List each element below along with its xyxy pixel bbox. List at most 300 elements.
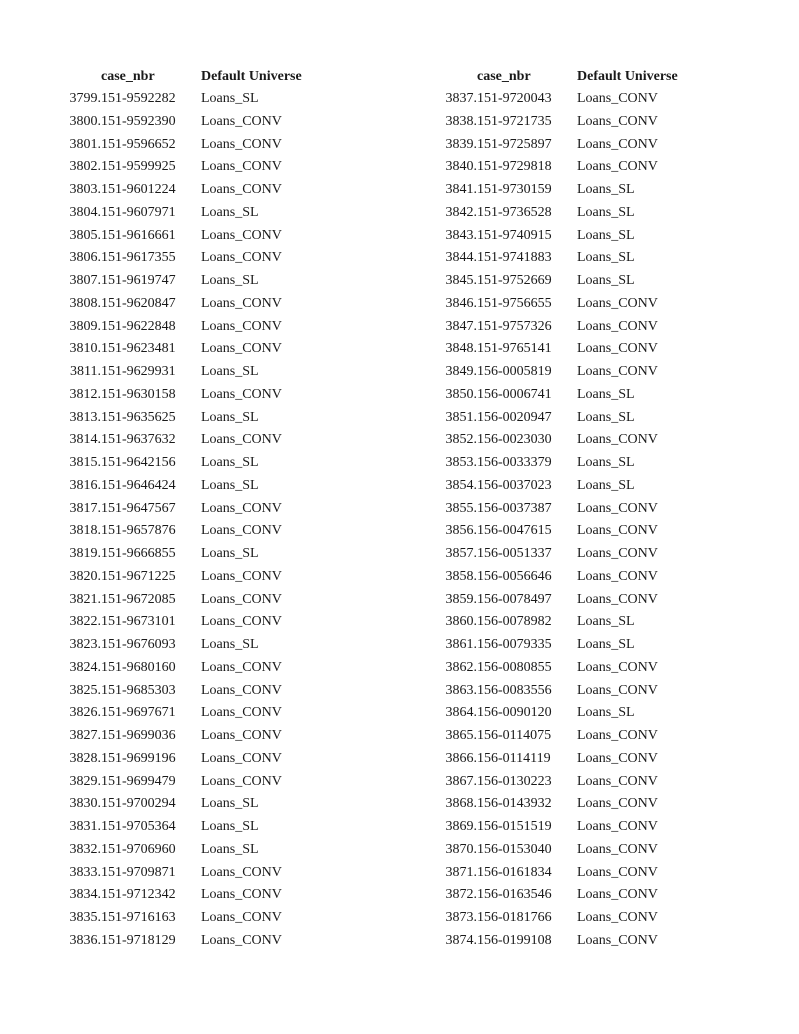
row-number: 3821. [69,591,101,607]
case-nbr-cell: 151-9680160 [101,659,176,675]
header-num [416,66,477,88]
table-row [416,452,727,475]
table-row [40,771,351,794]
universe-cell: Loans_CONV [577,932,658,948]
case-nbr-cell: 151-9705364 [101,819,176,834]
left-table-body [40,88,351,953]
row-number: 3805. [69,227,101,243]
row-number: 3802. [69,159,101,175]
row-number: 3815. [69,455,101,470]
universe-cell: Loans_CONV [577,591,658,607]
row-number: 3873. [445,910,477,925]
row-number: 3824. [69,659,101,675]
table-row [416,793,727,816]
universe-cell: Loans_SL [577,409,635,425]
table-row [416,748,727,771]
case-nbr-cell: 151-9592282 [101,91,176,106]
case-nbr-cell: 151-9716163 [101,910,176,925]
universe-cell: Loans_CONV [577,796,658,812]
universe-cell: Loans_CONV [201,568,282,584]
universe-cell: Loans_CONV [577,432,658,448]
universe-cell: Loans_CONV [577,546,658,561]
case-nbr-cell: 151-9630158 [101,386,176,402]
row-number: 3854. [445,477,477,493]
universe-cell: Loans_CONV [201,318,282,334]
table-row [416,725,727,748]
row-number: 3865. [445,728,477,743]
case-nbr-cell: 156-0023030 [477,432,552,448]
universe-cell: Loans_CONV [577,659,658,675]
case-nbr-cell: 156-0078497 [477,591,552,607]
table-row [416,384,727,407]
universe-cell: Loans_CONV [201,523,282,539]
table-row [40,111,351,134]
universe-cell: Loans_CONV [201,864,282,880]
table-row [40,907,351,930]
row-number: 3809. [69,318,101,334]
table-row [40,725,351,748]
universe-cell: Loans_CONV [201,159,282,175]
case-nbr-cell: 151-9685303 [101,682,176,698]
universe-cell: Loans_SL [201,796,259,812]
row-number: 3861. [445,637,477,652]
universe-cell: Loans_CONV [201,295,282,311]
row-number: 3822. [69,614,101,630]
row-number: 3857. [445,546,477,561]
universe-cell: Loans_SL [577,705,635,721]
row-number: 3848. [445,341,477,357]
case-nbr-cell: 151-9620847 [101,295,176,311]
row-number: 3840. [445,159,477,175]
case-nbr-cell: 156-0020947 [477,409,552,425]
table-row [40,202,351,225]
case-nbr-cell: 156-0153040 [477,841,552,857]
table-row [40,657,351,680]
table-row [416,930,727,953]
case-nbr-cell: 151-9622848 [101,318,176,334]
case-nbr-cell: 156-0161834 [477,864,552,880]
table-row [416,338,727,361]
universe-cell: Loans_SL [577,273,635,288]
row-number: 3858. [445,568,477,584]
case-nbr-cell: 151-9752669 [477,273,552,288]
universe-cell: Loans_CONV [201,614,282,630]
universe-cell: Loans_SL [577,250,635,266]
universe-cell: Loans_SL [577,455,635,470]
universe-cell: Loans_SL [201,819,259,834]
table-row [416,907,727,930]
row-number: 3862. [445,659,477,675]
case-nbr-cell: 151-9635625 [101,409,176,425]
case-nbr-cell: 151-9601224 [101,182,176,197]
table-row [416,407,727,430]
table-row [40,179,351,202]
row-number: 3806. [69,250,101,266]
header-case-nbr: case_nbr [477,69,531,84]
table-row [40,862,351,885]
table-row [40,134,351,157]
table-row [416,680,727,703]
universe-cell: Loans_SL [201,546,259,561]
row-number: 3844. [445,250,477,266]
row-number: 3872. [445,887,477,903]
table-row [416,361,727,384]
table-row [416,134,727,157]
table-row [40,498,351,521]
row-number: 3866. [445,750,477,766]
case-nbr-cell: 156-0151519 [477,819,552,834]
table-row [40,429,351,452]
row-number: 3855. [445,500,477,516]
row-number: 3847. [445,318,477,334]
case-nbr-cell: 151-9657876 [101,523,176,539]
universe-cell: Loans_CONV [577,364,658,379]
header-default-universe: Default Universe [577,69,678,84]
case-nbr-cell: 151-9699196 [101,750,176,766]
row-number: 3835. [69,910,101,925]
table-row [40,452,351,475]
table-row [416,429,727,452]
case-nbr-cell: 156-0005819 [477,364,552,379]
case-nbr-cell: 151-9729818 [477,159,552,175]
header-num [40,66,101,88]
case-nbr-cell: 151-9607971 [101,204,176,220]
universe-cell: Loans_CONV [577,887,658,903]
table-row [416,111,727,134]
table-row [416,202,727,225]
case-nbr-cell: 151-9671225 [101,568,176,584]
universe-cell: Loans_CONV [577,773,658,789]
row-number: 3810. [69,341,101,357]
row-number: 3874. [445,932,477,948]
case-nbr-cell: 156-0078982 [477,614,552,630]
table-row [416,316,727,339]
row-number: 3853. [445,455,477,470]
universe-cell: Loans_SL [201,477,259,493]
case-nbr-cell: 151-9617355 [101,250,176,266]
universe-cell: Loans_CONV [201,182,282,197]
row-number: 3868. [445,796,477,812]
row-number: 3834. [69,887,101,903]
universe-cell: Loans_CONV [201,432,282,448]
row-number: 3825. [69,682,101,698]
row-number: 3856. [445,523,477,539]
table-row [416,702,727,725]
case-nbr-cell: 156-0079335 [477,637,552,652]
case-nbr-cell: 156-0006741 [477,386,552,402]
row-number: 3838. [445,113,477,129]
case-nbr-cell: 151-9673101 [101,614,176,630]
row-number: 3829. [69,773,101,789]
universe-cell: Loans_SL [201,91,259,106]
case-nbr-cell: 156-0080855 [477,659,552,675]
universe-cell: Loans_CONV [577,318,658,334]
case-nbr-cell: 156-0037023 [477,477,552,493]
universe-cell: Loans_SL [201,841,259,857]
row-number: 3849. [445,364,477,379]
universe-cell: Loans_CONV [577,91,658,106]
row-number: 3846. [445,295,477,311]
row-number: 3808. [69,295,101,311]
case-nbr-cell: 156-0033379 [477,455,552,470]
universe-cell: Loans_SL [201,204,259,220]
universe-cell: Loans_SL [577,182,635,197]
table-row [40,702,351,725]
table-row [40,247,351,270]
universe-cell: Loans_CONV [201,250,282,266]
table-row [40,520,351,543]
case-nbr-cell: 151-9741883 [477,250,552,266]
universe-cell: Loans_CONV [577,841,658,857]
case-nbr-cell: 151-9676093 [101,637,176,652]
universe-cell: Loans_CONV [201,887,282,903]
universe-cell: Loans_SL [201,637,259,652]
universe-cell: Loans_SL [201,273,259,288]
case-nbr-cell: 151-9646424 [101,477,176,493]
universe-cell: Loans_CONV [577,113,658,129]
header-case-nbr: case_nbr [101,69,155,84]
universe-cell: Loans_CONV [577,295,658,311]
table-row [40,680,351,703]
row-number: 3820. [69,568,101,584]
universe-cell: Loans_CONV [201,591,282,607]
universe-cell: Loans_CONV [577,523,658,539]
right-table-body [416,88,727,953]
case-nbr-cell: 156-0037387 [477,500,552,516]
table-row [416,543,727,566]
case-nbr-cell: 151-9736528 [477,204,552,220]
row-number: 3823. [69,637,101,652]
table-row [40,293,351,316]
table-row [40,475,351,498]
header-default-universe: Default Universe [201,69,302,84]
universe-cell: Loans_CONV [201,341,282,357]
table-row [416,520,727,543]
universe-cell: Loans_SL [577,227,635,243]
case-nbr-cell: 151-9699036 [101,728,176,743]
table-row [40,589,351,612]
row-number: 3814. [69,432,101,448]
case-nbr-cell: 151-9730159 [477,182,552,197]
left-table-header [40,66,351,88]
table-row [416,566,727,589]
universe-cell: Loans_CONV [201,910,282,925]
universe-cell: Loans_CONV [577,568,658,584]
case-nbr-cell: 151-9712342 [101,887,176,903]
row-number: 3807. [69,273,101,288]
row-number: 3816. [69,477,101,493]
row-number: 3871. [445,864,477,880]
universe-cell: Loans_SL [201,409,259,425]
row-number: 3803. [69,182,101,197]
table-row [416,225,727,248]
case-nbr-cell: 151-9725897 [477,136,552,152]
case-nbr-cell: 151-9757326 [477,318,552,334]
table-row [40,88,351,111]
row-number: 3864. [445,705,477,721]
table-row [416,498,727,521]
row-number: 3827. [69,728,101,743]
row-number: 3851. [445,409,477,425]
row-number: 3870. [445,841,477,857]
row-number: 3860. [445,614,477,630]
row-number: 3828. [69,750,101,766]
case-nbr-cell: 151-9699479 [101,773,176,789]
universe-cell: Loans_CONV [201,113,282,129]
table-row [416,862,727,885]
table-row [40,361,351,384]
universe-cell: Loans_CONV [201,682,282,698]
row-number: 3817. [69,500,101,516]
table-row [416,816,727,839]
table-row [40,816,351,839]
row-number: 3839. [445,136,477,152]
universe-cell: Loans_CONV [201,773,282,789]
row-number: 3833. [69,864,101,880]
table-row [416,634,727,657]
case-nbr-cell: 156-0056646 [477,568,552,584]
case-nbr-cell: 151-9706960 [101,841,176,857]
universe-cell: Loans_CONV [577,682,658,698]
case-nbr-cell: 156-0199108 [477,932,552,948]
table-row [416,884,727,907]
universe-cell: Loans_CONV [201,500,282,516]
universe-cell: Loans_CONV [577,500,658,516]
table-row [40,316,351,339]
case-nbr-cell: 151-9647567 [101,500,176,516]
table-row [416,247,727,270]
case-nbr-cell: 151-9666855 [101,546,176,561]
row-number: 3841. [445,182,477,197]
case-nbr-cell: 156-0051337 [477,546,552,561]
row-number: 3859. [445,591,477,607]
table-row [416,771,727,794]
case-nbr-cell: 156-0090120 [477,705,552,721]
left-table [40,66,351,953]
row-number: 3801. [69,136,101,152]
case-nbr-cell: 156-0163546 [477,887,552,903]
table-row [416,839,727,862]
case-nbr-cell: 151-9740915 [477,227,552,243]
row-number: 3845. [445,273,477,288]
table-row [40,543,351,566]
row-number: 3852. [445,432,477,448]
row-number: 3826. [69,705,101,721]
universe-cell: Loans_SL [577,637,635,652]
right-table-header [416,66,727,88]
case-nbr-cell: 151-9756655 [477,295,552,311]
table-row [416,611,727,634]
case-nbr-cell: 151-9718129 [101,932,176,948]
universe-cell: Loans_CONV [577,910,658,925]
table-row [40,384,351,407]
row-number: 3836. [69,932,101,948]
table-row [40,225,351,248]
row-number: 3843. [445,227,477,243]
case-nbr-cell: 156-0114075 [477,728,552,743]
table-row [416,657,727,680]
universe-cell: Loans_SL [201,455,259,470]
case-nbr-cell: 151-9623481 [101,341,176,357]
case-nbr-cell: 151-9596652 [101,136,176,152]
table-row [40,338,351,361]
table-row [40,748,351,771]
universe-cell: Loans_CONV [201,705,282,721]
universe-cell: Loans_SL [577,477,635,493]
case-nbr-cell: 151-9592390 [101,113,176,129]
table-row [40,156,351,179]
case-nbr-cell: 151-9765141 [477,341,552,357]
table-row [40,634,351,657]
universe-cell: Loans_CONV [201,728,282,743]
table-row [40,566,351,589]
universe-cell: Loans_CONV [577,159,658,175]
case-nbr-cell: 151-9697671 [101,705,176,721]
universe-cell: Loans_CONV [577,728,658,743]
row-number: 3818. [69,523,101,539]
case-nbr-cell: 156-0083556 [477,682,552,698]
table-row [416,88,727,111]
case-nbr-cell: 151-9616661 [101,227,176,243]
table-row [416,179,727,202]
row-number: 3842. [445,204,477,220]
table-row [416,293,727,316]
row-number: 3832. [69,841,101,857]
table-row [40,793,351,816]
row-number: 3799. [69,91,101,106]
case-nbr-cell: 156-0047615 [477,523,552,539]
table-row [40,839,351,862]
row-number: 3812. [69,386,101,402]
table-row [40,407,351,430]
universe-cell: Loans_CONV [577,864,658,880]
universe-cell: Loans_CONV [201,136,282,152]
universe-cell: Loans_SL [577,614,635,630]
case-nbr-cell: 151-9720043 [477,91,552,106]
case-nbr-cell: 151-9672085 [101,591,176,607]
row-number: 3819. [69,546,101,561]
row-number: 3811. [70,364,101,379]
row-number: 3813. [69,409,101,425]
case-nbr-cell: 151-9629931 [101,364,176,379]
universe-cell: Loans_CONV [201,932,282,948]
case-nbr-cell: 151-9637632 [101,432,176,448]
table-row [416,270,727,293]
row-number: 3800. [69,113,101,129]
row-number: 3831. [69,819,101,834]
case-nbr-cell: 151-9599925 [101,159,176,175]
row-number: 3863. [445,682,477,698]
row-number: 3804. [69,204,101,220]
universe-cell: Loans_CONV [577,819,658,834]
universe-cell: Loans_CONV [577,136,658,152]
table-row [40,611,351,634]
case-nbr-cell: 151-9721735 [477,113,552,129]
universe-cell: Loans_CONV [201,750,282,766]
case-nbr-cell: 156-0130223 [477,773,552,789]
row-number: 3869. [445,819,477,834]
row-number: 3850. [445,386,477,402]
table-row [40,930,351,953]
universe-cell: Loans_CONV [201,386,282,402]
case-nbr-cell: 156-0143932 [477,796,552,812]
universe-cell: Loans_CONV [201,659,282,675]
case-nbr-cell: 151-9700294 [101,796,176,812]
table-row [416,589,727,612]
case-nbr-cell: 151-9709871 [101,864,176,880]
universe-cell: Loans_SL [577,204,635,220]
universe-cell: Loans_CONV [577,750,658,766]
